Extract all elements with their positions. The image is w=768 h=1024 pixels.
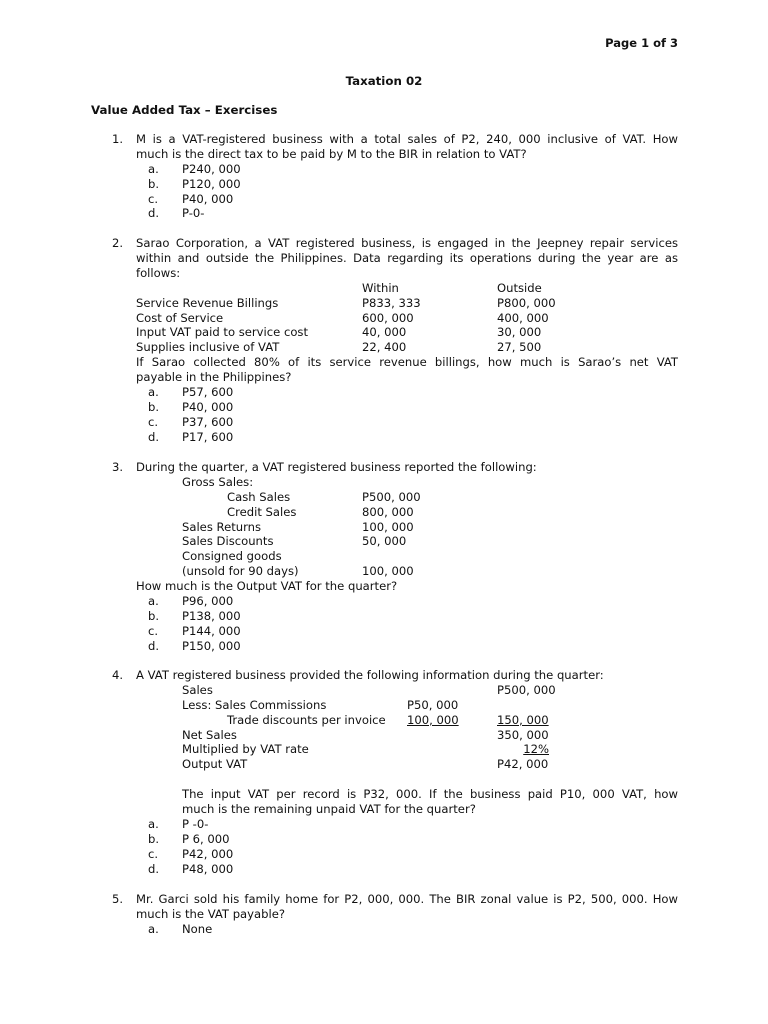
question-stem-line: follows: <box>136 265 181 280</box>
option-letter: a. <box>148 816 159 831</box>
table-row <box>136 757 678 772</box>
option-letter: c. <box>148 191 159 206</box>
option-letter: a. <box>148 594 159 609</box>
option-text: P-0- <box>182 206 205 221</box>
question-number: 4. <box>112 668 124 682</box>
option-text: P48, 000 <box>182 861 234 876</box>
row-label: Net Sales <box>182 727 237 742</box>
option-letter: c. <box>148 414 159 429</box>
question-prompt-line: How much is the Output VAT for the quarter? <box>136 579 398 594</box>
outside-value: 27, 500 <box>497 340 542 355</box>
option-letter: b. <box>148 176 160 191</box>
row-total: 350, 000 <box>497 727 549 742</box>
row-total: 150, 000 <box>497 712 549 727</box>
table-row <box>136 564 678 579</box>
row-value: P50, 000 <box>407 697 459 712</box>
question-number: 1. <box>112 132 124 146</box>
option-c <box>136 415 678 430</box>
row-label: Gross Sales: <box>182 474 254 489</box>
option-text: P96, 000 <box>182 594 234 609</box>
row-total: P42, 000 <box>497 757 549 772</box>
within-value: 40, 000 <box>362 325 407 340</box>
within-value: 22, 400 <box>362 340 407 355</box>
question-1 <box>112 132 678 221</box>
option-text: P138, 000 <box>182 608 241 623</box>
document-title: Taxation 02 <box>345 74 423 88</box>
option-text: P40, 000 <box>182 399 234 414</box>
option-b <box>136 609 678 624</box>
document-subtitle: Value Added Tax – Exercises <box>91 103 278 117</box>
row-value: 100, 000 <box>407 712 459 727</box>
question-prompt-line: payable in the Philippines? <box>136 370 292 385</box>
option-letter: a. <box>148 161 159 176</box>
row-label: Service Revenue Billings <box>136 295 279 310</box>
option-text: P240, 000 <box>182 161 241 176</box>
option-letter: a. <box>148 384 159 399</box>
row-label: Credit Sales <box>227 504 297 519</box>
row-label: Sales <box>182 682 213 697</box>
option-d <box>136 206 678 221</box>
option-a <box>136 385 678 400</box>
table-row <box>136 311 678 326</box>
row-label: Sales Discounts <box>182 534 274 549</box>
option-text: P144, 000 <box>182 623 241 638</box>
option-letter: d. <box>148 206 160 221</box>
options-list <box>136 594 678 654</box>
option-text: P17, 600 <box>182 429 234 444</box>
page-number: Page 1 of 3 <box>605 36 678 50</box>
column-header-within: Within <box>362 280 399 295</box>
question-3 <box>112 460 678 654</box>
option-text: P150, 000 <box>182 638 241 653</box>
row-total: P500, 000 <box>497 682 556 697</box>
sales-table <box>136 475 678 579</box>
question-stem-line: within and outside the Philippines. Data regarding its operations during the year are as <box>136 250 678 265</box>
option-letter: b. <box>148 399 160 414</box>
table-header-row <box>136 281 678 296</box>
option-letter: c. <box>148 846 159 861</box>
option-text: P42, 000 <box>182 846 234 861</box>
question-stem-line: M is a VAT-registered business with a total sales of P2, 240, 000 inclusive of VAT. How <box>136 132 678 146</box>
table-row <box>136 490 678 505</box>
column-header-outside: Outside <box>497 280 542 295</box>
table-row <box>136 475 678 490</box>
option-d <box>136 862 678 877</box>
table-row <box>136 728 678 743</box>
outside-value: 30, 000 <box>497 325 542 340</box>
table-row <box>136 325 678 340</box>
row-label: Cash Sales <box>227 489 291 504</box>
options-list <box>136 817 678 877</box>
row-label: Sales Returns <box>182 519 262 534</box>
scenario-paragraph <box>182 787 678 817</box>
question-stem-line: much is the direct tax to be paid by M to the BIR in relation to VAT? <box>136 146 527 161</box>
option-text: None <box>182 921 213 936</box>
table-row <box>136 296 678 311</box>
table-row <box>136 713 678 728</box>
row-label: Input VAT paid to service cost <box>136 325 309 340</box>
row-value: P500, 000 <box>362 489 421 504</box>
option-c <box>136 847 678 862</box>
option-text: P40, 000 <box>182 191 234 206</box>
option-a <box>136 594 678 609</box>
paragraph-line: much is the remaining unpaid VAT for the quarter? <box>182 802 476 817</box>
operations-table <box>136 281 678 355</box>
option-letter: d. <box>148 638 160 653</box>
option-letter: d. <box>148 429 160 444</box>
option-a <box>136 922 678 937</box>
row-total: 12% <box>523 742 549 757</box>
option-c <box>136 624 678 639</box>
outside-value: P800, 000 <box>497 295 556 310</box>
table-row <box>136 742 678 757</box>
table-row <box>136 549 678 564</box>
row-label: Less: Sales Commissions <box>182 697 327 712</box>
option-d <box>136 639 678 654</box>
within-value: 600, 000 <box>362 310 414 325</box>
option-letter: b. <box>148 831 160 846</box>
row-label: Cost of Service <box>136 310 224 325</box>
option-a <box>136 162 678 177</box>
question-2 <box>112 236 678 445</box>
table-row <box>136 683 678 698</box>
row-label: Multiplied by VAT rate <box>182 742 309 757</box>
option-d <box>136 430 678 445</box>
table-row <box>136 698 678 713</box>
table-row <box>136 505 678 520</box>
question-stem-line: During the quarter, a VAT registered business reported the following: <box>136 460 537 474</box>
question-stem-line: A VAT registered business provided the following information during the quarter: <box>136 668 604 682</box>
option-a <box>136 817 678 832</box>
row-label: Supplies inclusive of VAT <box>136 340 280 355</box>
option-text: P -0- <box>182 816 209 831</box>
row-label: Consigned goods <box>182 549 282 564</box>
question-number: 2. <box>112 236 124 250</box>
question-5 <box>112 892 678 937</box>
output-vat-table <box>136 683 678 772</box>
option-b <box>136 177 678 192</box>
row-label: (unsold for 90 days) <box>182 564 299 579</box>
table-row <box>136 534 678 549</box>
option-c <box>136 192 678 207</box>
option-text: P 6, 000 <box>182 831 230 846</box>
table-row <box>136 340 678 355</box>
question-prompt-line: If Sarao collected 80% of its service revenue billings, how much is Sarao’s net VAT <box>136 355 678 370</box>
option-letter: a. <box>148 921 159 936</box>
question-number: 3. <box>112 460 124 474</box>
row-label: Trade discounts per invoice <box>227 712 386 727</box>
question-stem-line: Sarao Corporation, a VAT registered business, is engaged in the Jeepney repair services <box>136 236 678 250</box>
row-label: Output VAT <box>182 757 248 772</box>
option-text: P57, 600 <box>182 384 234 399</box>
option-letter: d. <box>148 861 160 876</box>
row-value: 100, 000 <box>362 564 414 579</box>
options-list <box>136 385 678 445</box>
option-text: P120, 000 <box>182 176 241 191</box>
question-stem-line: Mr. Garci sold his family home for P2, 000, 000. The BIR zonal value is P2, 500, 000. How <box>136 892 678 906</box>
row-value: 100, 000 <box>362 519 414 534</box>
table-row <box>136 520 678 535</box>
paragraph-line: The input VAT per record is P32, 000. If the business paid P10, 000 VAT, how <box>182 787 678 802</box>
question-4 <box>112 668 678 877</box>
outside-value: 400, 000 <box>497 310 549 325</box>
option-text: P37, 600 <box>182 414 234 429</box>
row-value: 50, 000 <box>362 534 407 549</box>
option-b <box>136 832 678 847</box>
option-b <box>136 400 678 415</box>
option-letter: b. <box>148 608 160 623</box>
options-list <box>136 922 678 937</box>
within-value: P833, 333 <box>362 295 421 310</box>
option-letter: c. <box>148 623 159 638</box>
question-number: 5. <box>112 892 124 906</box>
question-stem-line: much is the VAT payable? <box>136 906 285 921</box>
row-value: 800, 000 <box>362 504 414 519</box>
options-list <box>136 162 678 222</box>
